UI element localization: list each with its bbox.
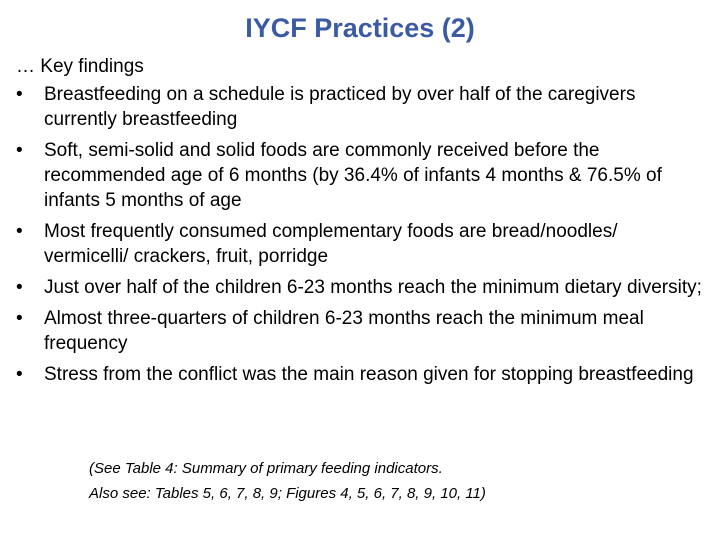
list-item-text: Just over half of the children 6-23 months reach the minimum dietary diversity; xyxy=(44,277,702,298)
list-item xyxy=(16,362,706,387)
list-item-text: Breastfeeding on a schedule is practiced by over half of the caregivers currently breastfeeding xyxy=(44,84,636,130)
bullet-dot-icon: • xyxy=(16,308,23,329)
list-item xyxy=(16,219,706,269)
bullet-dot-icon: • xyxy=(16,277,23,298)
list-item-text: Most frequently consumed complementary foods are bread/noodles/ vermicelli/ crackers, fruit, porridge xyxy=(44,221,618,267)
reference-note-line-1: (See Table 4: Summary of primary feeding indicators. xyxy=(89,460,443,477)
list-item xyxy=(16,275,706,300)
list-item xyxy=(16,306,706,356)
bullet-dot-icon: • xyxy=(16,364,23,385)
list-item-text: Stress from the conflict was the main reason given for stopping breastfeeding xyxy=(44,364,694,385)
reference-note xyxy=(89,456,486,506)
bullet-dot-icon: • xyxy=(16,84,23,105)
bullet-dot-icon: • xyxy=(16,140,23,161)
bullet-dot-icon: • xyxy=(16,221,23,242)
list-item-text: Almost three-quarters of children 6-23 months reach the minimum meal frequency xyxy=(44,308,644,354)
key-findings-intro: … Key findings xyxy=(16,56,144,77)
list-item xyxy=(16,138,706,213)
key-findings-list xyxy=(16,82,706,391)
reference-note-line-2: Also see: Tables 5, 6, 7, 8, 9; Figures 4, 5, 6, 7, 8, 9, 10, 11) xyxy=(89,485,486,502)
slide-title: IYCF Practices (2) xyxy=(245,13,475,43)
list-item-text: Soft, semi-solid and solid foods are commonly received before the recommended age of 6 months (by 36.4% of infants 4 months & 76.5% of infants 5 months of age xyxy=(44,140,662,211)
list-item xyxy=(16,82,706,132)
